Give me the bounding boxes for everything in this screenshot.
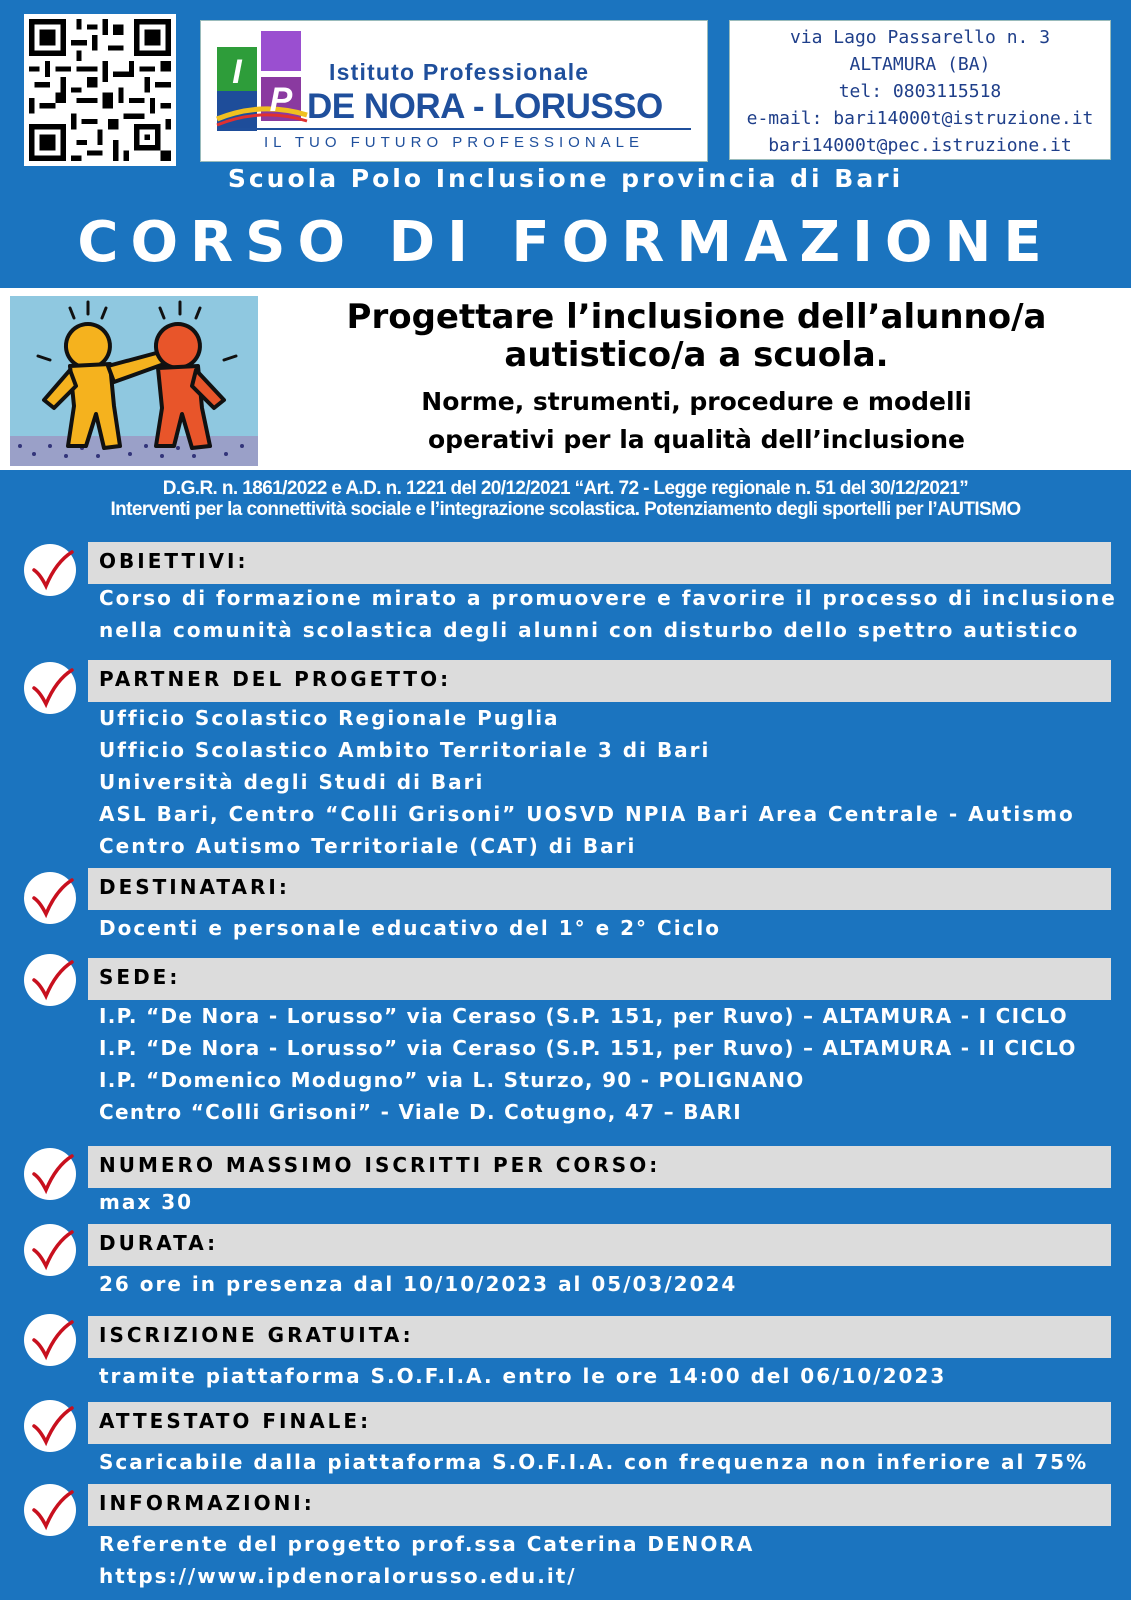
section-sede-header: [88, 958, 1111, 1000]
section-text-line: Centro “Colli Grisoni” - Viale D. Cotugno, 47 – BARI: [99, 1100, 742, 1124]
logo-mark-letter-p: P: [269, 81, 293, 119]
checkmark-icon: [24, 544, 76, 596]
section-heading: DESTINATARI:: [99, 875, 290, 899]
contact-phone: tel: 0803115518: [838, 81, 1002, 102]
section-heading: SEDE:: [99, 965, 181, 989]
logo-institute-type: Istituto Professionale: [329, 59, 590, 85]
section-heading: OBIETTIVI:: [99, 549, 249, 573]
section-numero-header: [88, 1146, 1111, 1188]
legal-reference-line2: Interventi per la connettività sociale e l’integrazione scolastica. Potenziamento degli sportelli per l’AUTISMO: [110, 499, 1021, 520]
course-title-line2: autistico/a a scuola.: [504, 335, 889, 375]
main-title: CORSO DI FORMAZIONE: [77, 210, 1054, 275]
section-text-line: tramite piattaforma S.O.F.I.A. entro le ore 14:00 del 06/10/2023: [99, 1364, 947, 1388]
section-heading: ATTESTATO FINALE:: [99, 1409, 372, 1433]
contact-address: via Lago Passarello n. 3: [789, 27, 1051, 48]
ip-logo-mark-icon: [211, 31, 309, 143]
course-title-line1: Progettare l’inclusione dell’alunno/a: [346, 297, 1047, 337]
section-iscrizione-header: [88, 1316, 1111, 1358]
section-heading: ISCRIZIONE GRATUITA:: [99, 1323, 414, 1347]
qr-code: [24, 14, 176, 166]
checkmark-icon: [24, 1484, 76, 1536]
section-attestato-header: [88, 1402, 1111, 1444]
checkmark-icon: [24, 954, 76, 1006]
dancing-figures-illustration-icon: [10, 296, 258, 466]
section-text-line: Centro Autismo Territoriale (CAT) di Bari: [99, 834, 637, 858]
section-destinatari-header: [88, 868, 1111, 910]
section-text-line: ASL Bari, Centro “Colli Grisoni” UOSVD NPIA Bari Area Centrale - Autismo: [99, 802, 1075, 826]
section-text-line: Scaricabile dalla piattaforma S.O.F.I.A. con frequenza non inferiore al 75%: [99, 1450, 1089, 1474]
section-heading: INFORMAZIONI:: [99, 1491, 315, 1515]
school-logo: [200, 20, 708, 162]
section-text-line: max 30: [99, 1190, 194, 1214]
section-text-line: Università degli Studi di Bari: [99, 770, 485, 794]
section-text-line: Referente del progetto prof.ssa Caterina DENORA: [99, 1532, 755, 1556]
legal-reference: [0, 478, 1131, 520]
contact-box: [729, 20, 1111, 160]
section-heading: NUMERO MASSIMO ISCRITTI PER CORSO:: [99, 1153, 661, 1177]
section-heading: DURATA:: [99, 1231, 219, 1255]
section-text-line: I.P. “Domenico Modugno” via L. Sturzo, 90 - POLIGNANO: [99, 1068, 805, 1092]
logo-divider: [217, 128, 691, 130]
website-link[interactable]: https://www.ipdenoralorusso.edu.it/: [99, 1564, 577, 1588]
checkmark-icon: [24, 1314, 76, 1366]
section-text-line: nella comunità scolastica degli alunni con disturbo dello spettro autistico: [99, 618, 1080, 642]
logo-mark-letter-i: I: [232, 53, 242, 91]
checkmark-icon: [24, 872, 76, 924]
course-subtitle-line2: operativi per la qualità dell’inclusione: [428, 425, 965, 454]
section-text-line: I.P. “De Nora - Lorusso” via Ceraso (S.P. 151, per Ruvo) – ALTAMURA - I CICLO: [99, 1004, 1068, 1028]
checkmark-icon: [24, 1224, 76, 1276]
section-partner-header: [88, 660, 1111, 702]
contact-email: e-mail: bari14000t@istruzione.it: [746, 108, 1094, 129]
section-text-line: Docenti e personale educativo del 1° e 2° Ciclo: [99, 916, 722, 940]
contact-city: ALTAMURA (BA): [849, 54, 991, 75]
section-text-line: Corso di formazione mirato a promuovere e favorire il processo di inclusione: [99, 586, 1117, 610]
logo-school-name: DE NORA - LORUSSO: [307, 87, 663, 126]
section-text-line: I.P. “De Nora - Lorusso” via Ceraso (S.P. 151, per Ruvo) – ALTAMURA - II CICLO: [99, 1036, 1077, 1060]
subtitle: Scuola Polo Inclusione provincia di Bari: [227, 164, 904, 193]
section-heading: PARTNER DEL PROGETTO:: [99, 667, 452, 691]
section-obiettivi-header: [88, 542, 1111, 584]
contact-pec: bari14000t@pec.istruzione.it: [768, 135, 1072, 156]
checkmark-icon: [24, 1148, 76, 1200]
logo-tagline: IL TUO FUTURO PROFESSIONALE: [263, 134, 645, 151]
section-text-line: Ufficio Scolastico Ambito Territoriale 3 di Bari: [99, 738, 711, 762]
section-text-line: Ufficio Scolastico Regionale Puglia: [99, 706, 560, 730]
course-subtitle-line1: Norme, strumenti, procedure e modelli: [421, 387, 972, 416]
section-text-line: 26 ore in presenza dal 10/10/2023 al 05/03/2024: [99, 1272, 738, 1296]
section-informazioni-header: [88, 1484, 1111, 1526]
checkmark-icon: [24, 1400, 76, 1452]
checkmark-icon: [24, 662, 76, 714]
legal-reference-line1: D.G.R. n. 1861/2022 e A.D. n. 1221 del 20/12/2021 “Art. 72 - Legge regionale n. 51 del 30/12/2021”: [162, 478, 969, 499]
section-durata-header: [88, 1224, 1111, 1266]
